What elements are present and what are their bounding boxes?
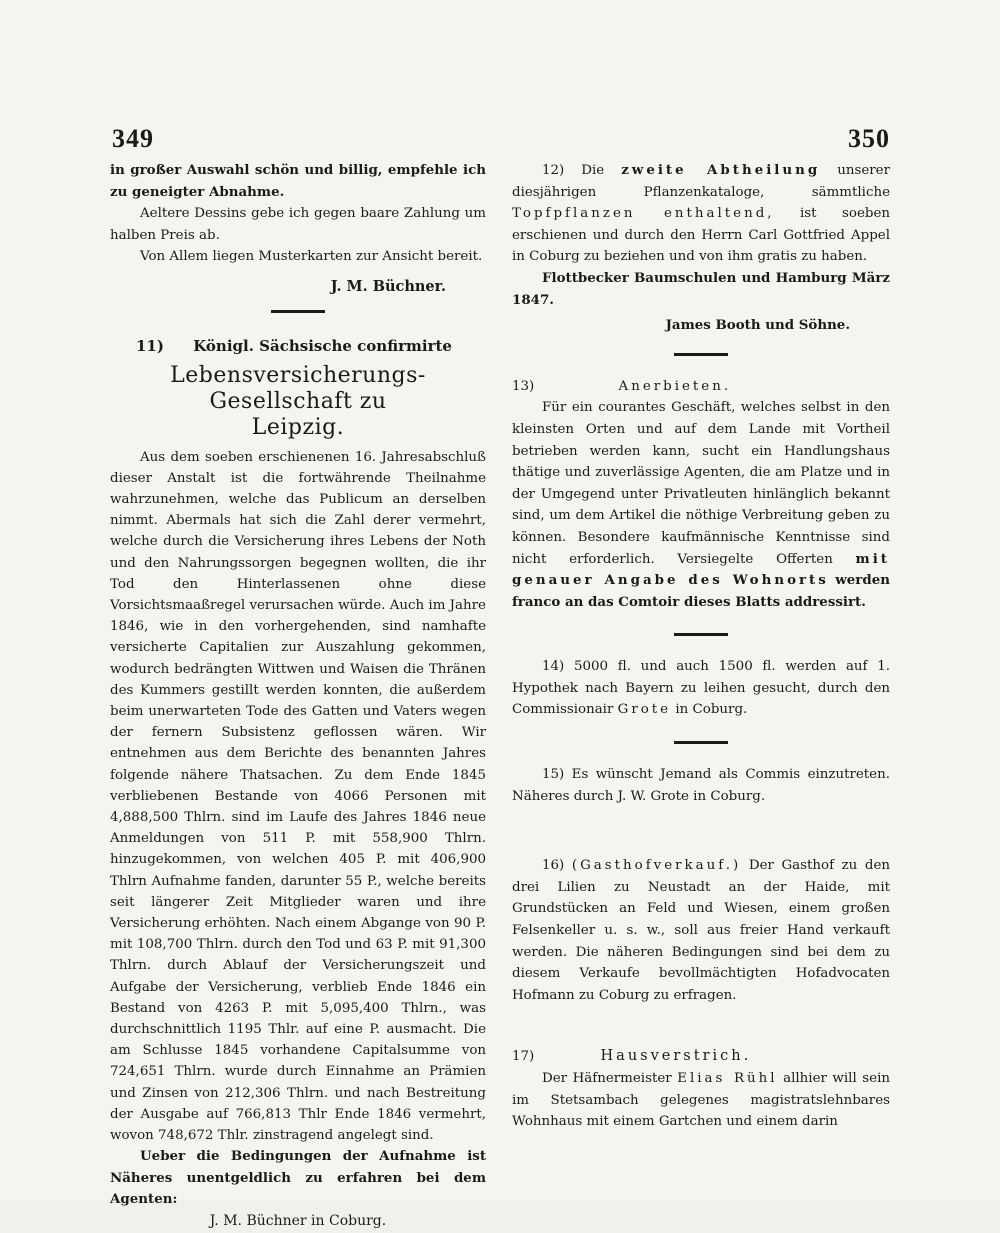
- item-11-heading-text: Königl. Sächsische confirmirte: [193, 336, 452, 355]
- intro-line-3: Von Allem liegen Musterkarten zur Ansicht bereit.: [140, 249, 483, 265]
- item-14-number: 14): [542, 659, 565, 675]
- separator-rule: [271, 310, 325, 313]
- item-13-tail: werden franco an das Comtoir dieses Blatts addressirt.: [512, 572, 890, 610]
- separator-rule: [674, 353, 728, 356]
- left-column: [110, 160, 486, 1233]
- item-17-heading: [512, 1046, 890, 1068]
- item-17-text-b: allhier will sein im Stetsambach gelegenes magistratslehnbares Wohnhaus mit einem Gartchen und einem darin: [512, 1071, 890, 1130]
- item-16-body: [512, 855, 890, 1006]
- item-17-text-a: Der Häfnermeister: [542, 1071, 672, 1086]
- item-15-text: Es wünscht Jemand als Commis einzutreten. Näheres durch J. W. Grote in Coburg.: [512, 767, 890, 804]
- item-11-title-line-1: Lebensversicherungs-Gesellschaft zu: [170, 362, 426, 414]
- item-13-body: [512, 397, 890, 613]
- item-17-heading-text: Hausverstrich.: [600, 1048, 752, 1065]
- item-13-spaced: mit genauer Angabe des Wohnorts: [512, 550, 890, 589]
- page-number-right: 350: [848, 124, 890, 153]
- item-12-number: 12): [542, 163, 565, 178]
- item-13-heading-text: Anerbieten.: [618, 378, 732, 394]
- item-16-spaced: (Gasthofverkauf.): [571, 858, 742, 874]
- intro-signature: J. M. Büchner.: [330, 277, 446, 295]
- item-17-spaced: Elias Rühl: [677, 1071, 778, 1086]
- separator-rule: [674, 633, 728, 636]
- right-column: [512, 160, 890, 1133]
- item-14-text-a: 5000 fl. und auch 1500 fl. werden auf 1. Hypothek nach Bayern zu leihen gesucht, durch den Commissionair: [512, 659, 890, 718]
- page-number-left: 349: [112, 124, 154, 153]
- item-13-text: Für ein courantes Geschäft, welches selbst in den kleinsten Orten und auf dem Lande mit Vortheil betrieben werden kann, sucht ein Handlungshaus thätige und zuverlässige Agenten, die am Platze und in der Umgegend unter Privatleuten hinlänglich bekannt sind, um dem Artikel die nöthige Verbreitung geben zu können. Besondere kaufmännische Kenntnisse sind nicht erforderlich. Versiegelte Offerten: [512, 400, 890, 567]
- item-14-body: [512, 656, 890, 721]
- item-12-signature: James Booth und Söhne.: [665, 317, 850, 334]
- item-12-text-1: unserer diesjährigen Pflanzenkataloge, sämmtliche: [512, 163, 890, 200]
- item-12-place-date: Flottbecker Baumschulen und Hamburg März 1847.: [512, 269, 890, 308]
- item-14-text-b: in Coburg.: [675, 702, 748, 718]
- item-15-number: 15): [542, 767, 565, 783]
- item-17-number: 17): [512, 1049, 535, 1065]
- item-11-closing: Ueber die Bedingungen der Aufnahme ist Näheres unentgeldlich zu erfahren bei dem Agenten:: [110, 1148, 486, 1208]
- spacer: [512, 807, 890, 855]
- item-11-body: Aus dem soeben erschienenen 16. Jahresabschluß dieser Anstalt ist die fortwährende Theilnahme wahrzunehmen, welche das Publicum an derselben nimmt. Abermals hat sich die Zahl derer vermehrt, welche durch die Versicherung ihres Lebens der Noth und den Nahrungssorgen begegnen wollten, die ihr Tod den Hinterlassenen ohne diese Vorsichtsmaaßregel verursachen würde. Auch im Jahre 1846, wie in den vorhergehenden, sind namhafte versicherte Capitalien zur Auszahlung gekommen, wodurch bedrängten Wittwen und Waisen die Thränen des Kummers gestillt werden konnten, die außerdem beim unerwarteten Tode des Gatten und Vaters wegen der fernern Subsistenz geflossen wären. Wir entnehmen aus dem Berichte des benannten Jahres folgende nähere Thatsachen. Zu dem Ende 1845 verbliebenen Bestande von 4066 Personen mit 4,888,500 Thlrn. sind im Laufe des Jahres 1846 neue Anmeldungen von 511 P. mit 558,900 Thlrn. hinzugekommen, von welchen 405 P. mit 406,900 Thlrn Aufnahme fanden, darunter 55 P., welche bereits seit längerer Zeit Mitglieder waren und ihre Versicherung erhöhten. Nach einem Abgange von 90 P. mit 108,700 Thlrn. durch den Tod und 63 P. mit 91,300 Thlrn. durch Ablauf der Versicherungszeit und Aufgabe der Versicherung, verblieb Ende 1846 ein Bestand von 4263 P. mit 5,095,400 Thlrn., was durchschnittlich 1195 Thlr. auf eine P. ausmacht. Die am Schlusse 1845 vorhandene Capitalsumme von 724,651 Thlrn. wurde durch Einnahme an Prämien und Zinsen von 212,306 Thlrn. und nach Bestreitung der Ausgabe auf 766,813 Thlr Ende 1846 vermehrt, wovon 748,672 Thlr. zinstragend angelegt sind.: [110, 449, 486, 1144]
- item-16-number: 16): [542, 858, 565, 874]
- item-17-body: [512, 1068, 890, 1133]
- item-11-number: 11): [136, 336, 164, 355]
- intro-line-1: in großer Auswahl schön und billig, empfehle ich zu geneigter Abnahme.: [110, 162, 486, 200]
- item-11-heading: [110, 337, 486, 355]
- item-14-spaced: Grote: [617, 702, 672, 718]
- spacer: [512, 1006, 890, 1046]
- item-11-title-line-2: Leipzig.: [251, 414, 345, 440]
- item-11-signature: J. M. Büchner in Coburg.: [209, 1213, 387, 1230]
- item-13-heading: [512, 376, 890, 398]
- item-12-spaced-2: Topfpflanzen enthaltend,: [512, 206, 775, 222]
- item-12-prefix: Die: [581, 163, 605, 178]
- item-12-body: [512, 160, 890, 268]
- intro-line-2: Aeltere Dessins gebe ich gegen baare Zahlung um halben Preis ab.: [110, 206, 486, 243]
- item-12-spaced-1: zweite Abtheilung: [621, 162, 821, 178]
- item-12-text-2: ist soeben erschienen und durch den Herrn Carl Gottfried Appel in Coburg zu beziehen und von ihm gratis zu haben.: [512, 206, 890, 265]
- separator-rule: [674, 741, 728, 744]
- item-13-number: 13): [512, 378, 535, 394]
- item-15-body: [512, 764, 890, 807]
- item-16-text: Der Gasthof zu den drei Lilien zu Neustadt an der Haide, mit Grundstücken an Feld und Wiesen, einem großen Felsenkeller u. s. w., soll aus freier Hand verkauft werden. Die näheren Bedingungen sind bei dem zu diesem Verkaufe bevollmächtigten Hofadvocaten Hofmann zu Coburg zu erfragen.: [512, 858, 890, 1003]
